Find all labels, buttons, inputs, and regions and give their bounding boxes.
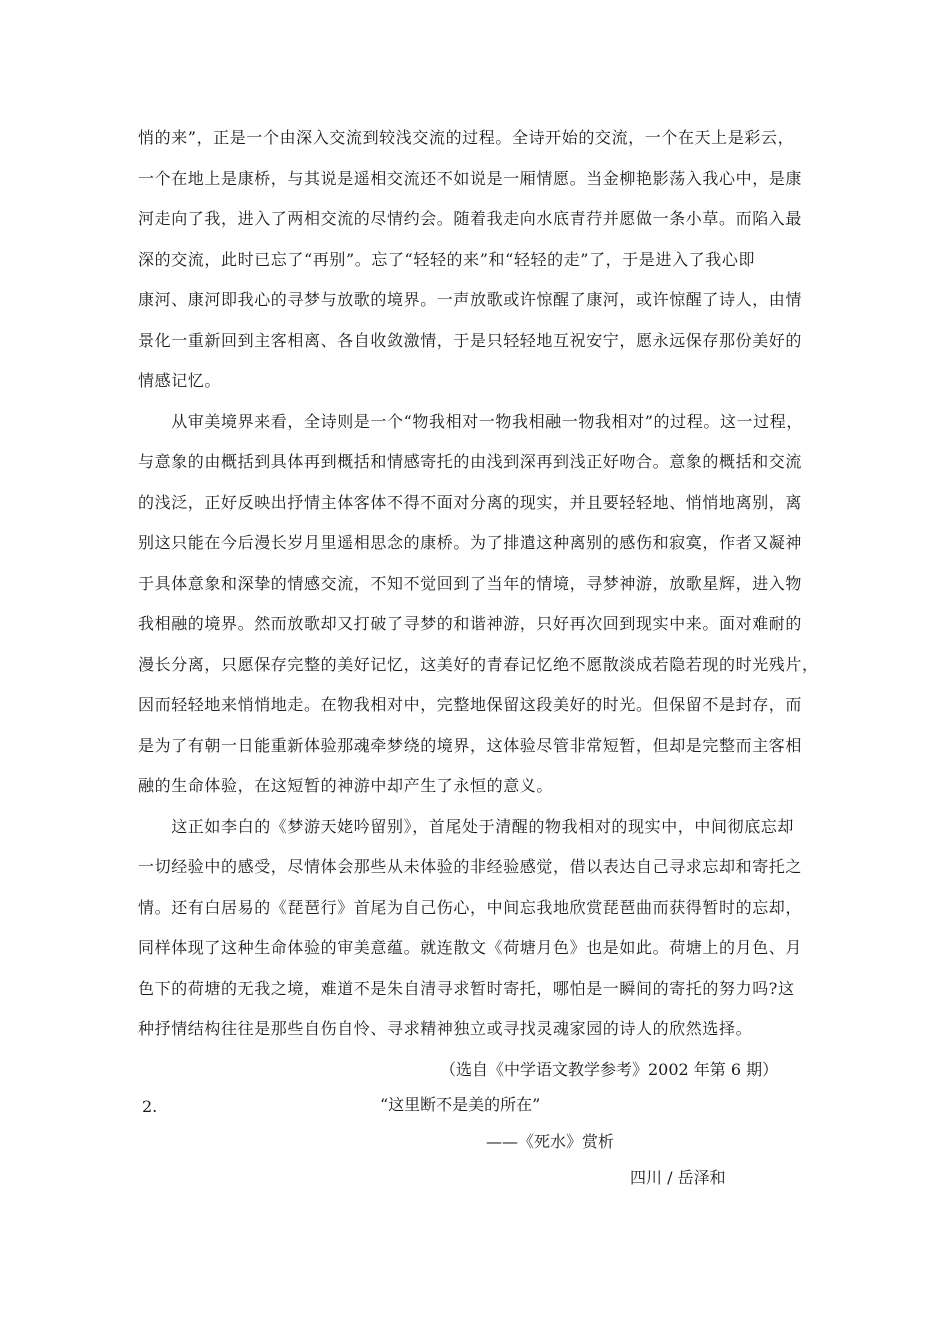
paragraph-line: 一切经验中的感受，尽情体会那些从未体验的非经验感觉，借以表达自己寻求忘却和寄托之 xyxy=(138,857,803,876)
paragraph-line: 的浅泛，正好反映出抒情主体客体不得不面对分离的现实，并且要轻轻地、悄悄地离别，离 xyxy=(138,493,803,512)
paragraph-line: 情。还有白居易的《琵琶行》首尾为自己伤心，中间忘我地欣赏琵琶曲而获得暂时的忘却， xyxy=(138,898,803,917)
paragraph-line: 从审美境界来看，全诗则是一个“物我相对一物我相融一物我相对”的过程。这一过程， xyxy=(138,412,803,431)
paragraph-line: 漫长分离，只愿保存完整的美好记忆，这美好的青春记忆绝不愿散淡成若隐若现的时光残片， xyxy=(138,655,819,674)
paragraph-line: 是为了有朝一日能重新体验那魂牵梦绕的境界，这体验尽管非常短暂，但却是完整而主客相 xyxy=(138,736,803,755)
paragraph-line: 景化一重新回到主客相离、各自收敛激情，于是只轻轻地互祝安宁，愿永远保存那份美好的 xyxy=(138,331,803,350)
section-author: 四川 / 岳泽和 xyxy=(630,1168,726,1187)
paragraph-line: 种抒情结构往往是那些自伤自怜、寻求精神独立或寻找灵魂家园的诗人的欣然选择。 xyxy=(138,1019,753,1038)
section-title: “这里断不是美的所在” xyxy=(380,1095,541,1114)
paragraph-line: 因而轻轻地来悄悄地走。在物我相对中，完整地保留这段美好的时光。但保留不是封存，而 xyxy=(138,695,803,714)
paragraph-line: 情感记忆。 xyxy=(138,371,222,390)
paragraph-line: 融的生命体验，在这短暂的神游中却产生了永恒的意义。 xyxy=(138,776,554,795)
paragraph-line: 一个在地上是康桥，与其说是遥相交流还不如说是一厢情愿。当金柳艳影荡入我心中，是康 xyxy=(138,169,803,188)
paragraph-line: 悄的来”，正是一个由深入交流到较浅交流的过程。全诗开始的交流，一个在天上是彩云， xyxy=(138,128,795,147)
paragraph-line: 这正如李白的《梦游天姥吟留别》，首尾处于清醒的物我相对的现实中，中间彻底忘却 xyxy=(138,817,795,836)
section-subtitle: ——《死水》赏析 xyxy=(486,1132,615,1151)
paragraph-line: 同样体现了这种生命体验的审美意蕴。就连散文《荷塘月色》也是如此。荷塘上的月色、月 xyxy=(138,938,803,957)
source-citation: （选自《中学语文教学参考》2002 年第 6 期） xyxy=(440,1060,779,1079)
section-number: 2. xyxy=(142,1097,158,1116)
paragraph-line: 与意象的由概括到具体再到概括和情感寄托的由浅到深再到浅正好吻合。意象的概括和交流 xyxy=(138,452,803,471)
paragraph-line: 于具体意象和深挚的情感交流，不知不觉回到了当年的情境，寻梦神游，放歌星辉，进入物 xyxy=(138,574,803,593)
paragraph-line: 河走向了我，进入了两相交流的尽情约会。随着我走向水底青荇并愿做一条小草。而陷入最 xyxy=(138,209,803,228)
paragraph-line: 深的交流，此时已忘了“再别”。忘了“轻轻的来”和“轻轻的走”了，于是进入了我心即 xyxy=(138,250,756,269)
paragraph-line: 我相融的境界。然而放歌却又打破了寻梦的和谐神游，只好再次回到现实中来。面对难耐的 xyxy=(138,614,803,633)
paragraph-line: 别这只能在今后漫长岁月里遥相思念的康桥。为了排遣这种离别的感伤和寂寞，作者又凝神 xyxy=(138,533,803,552)
paragraph-line: 康河、康河即我心的寻梦与放歌的境界。一声放歌或许惊醒了康河，或许惊醒了诗人，由情 xyxy=(138,290,803,309)
paragraph-line: 色下的荷塘的无我之境，难道不是朱自清寻求暂时寄托，哪怕是一瞬间的寄托的努力吗?这 xyxy=(138,979,795,998)
